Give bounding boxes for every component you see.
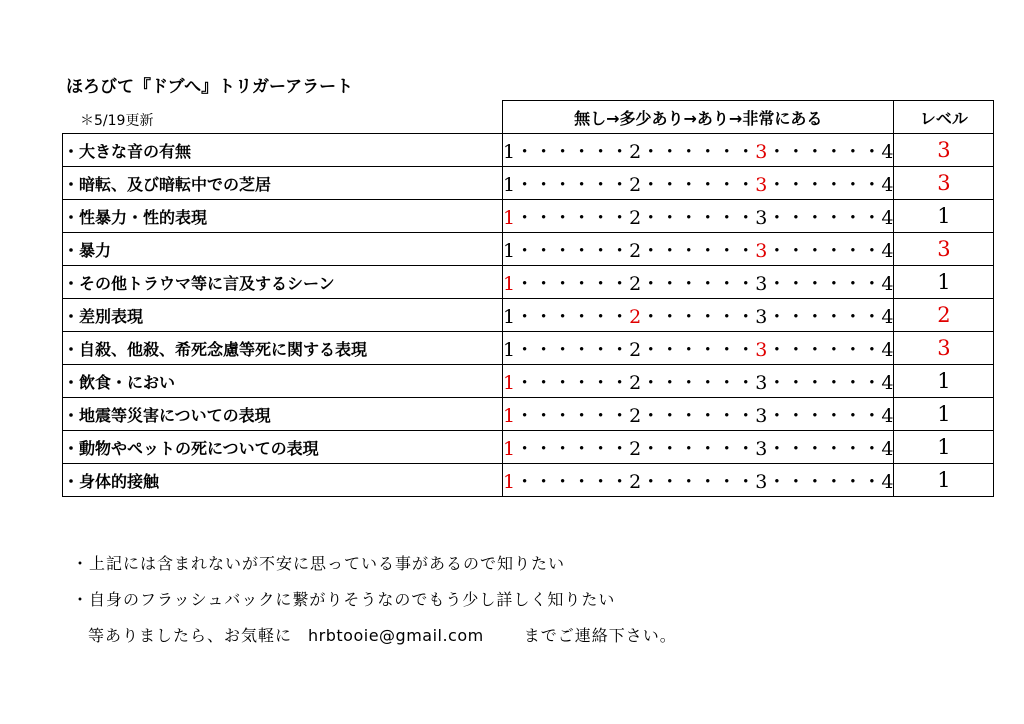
scale-step-2: 2 [629,140,642,163]
scale-step-4: 4 [881,239,894,262]
update-note: ＊5/19更新 [80,113,154,129]
table-row [63,464,994,497]
scale-separator: ・・・・・・ [515,404,630,427]
note-line-3-suffix: までご連絡下さい。 [523,626,677,645]
row-scale [503,431,894,464]
trigger-table [62,100,994,497]
scale-step-1: 1 [503,272,516,295]
page-title: ほろびて『ドブへ』トリガーアラート [66,77,354,97]
scale-step-4: 4 [881,404,894,427]
scale-step-4: 4 [881,140,894,163]
scale-step-4: 4 [881,437,894,460]
scale-step-4: 4 [881,338,894,361]
contact-email: hrbtooie@gmail.com [308,626,484,645]
scale-separator: ・・・・・・ [641,206,756,229]
scale-step-3: 3 [755,272,768,295]
scale-step-2: 2 [629,173,642,196]
scale-step-4: 4 [881,371,894,394]
table-row [63,266,994,299]
table-row [63,299,994,332]
row-label: ・暴力 [63,233,503,266]
scale-step-3: 3 [755,206,768,229]
row-label: ・その他トラウマ等に言及するシーン [63,266,503,299]
table-row [63,200,994,233]
row-level: 2 [894,299,994,332]
row-scale [503,299,894,332]
note-line-2: ・自身のフラッシュバックに繋がりそうなのでもう少し詳しく知りたい [72,590,616,609]
scale-separator: ・・・・・・ [515,173,630,196]
row-scale [503,332,894,365]
scale-step-3: 3 [755,437,768,460]
scale-separator: ・・・・・・ [641,371,756,394]
scale-step-2: 2 [629,437,642,460]
scale-step-2: 2 [629,272,642,295]
scale-separator: ・・・・・・ [767,140,882,163]
scale-step-1: 1 [503,239,516,262]
table-row [63,233,994,266]
scale-step-2: 2 [629,305,642,328]
scale-step-3: 3 [755,305,768,328]
scale-step-3: 3 [755,140,768,163]
scale-separator: ・・・・・・ [515,371,630,394]
row-level: 3 [894,167,994,200]
scale-separator: ・・・・・・ [641,305,756,328]
row-label: ・飲食・におい [63,365,503,398]
row-scale [503,398,894,431]
scale-separator: ・・・・・・ [641,404,756,427]
scale-step-4: 4 [881,173,894,196]
scale-step-1: 1 [503,371,516,394]
scale-separator: ・・・・・・ [767,305,882,328]
scale-step-2: 2 [629,239,642,262]
scale-separator: ・・・・・・ [767,338,882,361]
notes [72,546,677,654]
scale-step-1: 1 [503,404,516,427]
scale-separator: ・・・・・・ [767,371,882,394]
scale-step-1: 1 [503,206,516,229]
table-row [63,332,994,365]
scale-separator: ・・・・・・ [767,239,882,262]
scale-step-1: 1 [503,470,516,493]
row-scale [503,464,894,497]
row-label: ・大きな音の有無 [63,134,503,167]
scale-step-1: 1 [503,305,516,328]
table-row [63,398,994,431]
scale-step-1: 1 [503,338,516,361]
scale-step-2: 2 [629,206,642,229]
scale-step-4: 4 [881,470,894,493]
scale-step-3: 3 [755,404,768,427]
scale-step-4: 4 [881,272,894,295]
row-level: 3 [894,233,994,266]
scale-separator: ・・・・・・ [641,470,756,493]
scale-separator: ・・・・・・ [767,206,882,229]
row-label: ・地震等災害についての表現 [63,398,503,431]
row-label: ・暗転、及び暗転中での芝居 [63,167,503,200]
row-label: ・差別表現 [63,299,503,332]
table-row [63,365,994,398]
scale-separator: ・・・・・・ [767,173,882,196]
row-level: 1 [894,200,994,233]
row-label: ・性暴力・性的表現 [63,200,503,233]
row-level: 1 [894,365,994,398]
note-line-3 [72,618,677,654]
table-row [63,167,994,200]
row-scale [503,233,894,266]
scale-separator: ・・・・・・ [515,338,630,361]
scale-separator: ・・・・・・ [515,239,630,262]
row-label: ・自殺、他殺、希死念慮等死に関する表現 [63,332,503,365]
table-row [63,431,994,464]
scale-step-3: 3 [755,173,768,196]
scale-separator: ・・・・・・ [767,404,882,427]
scale-step-1: 1 [503,140,516,163]
row-level: 1 [894,431,994,464]
table-row [63,134,994,167]
scale-separator: ・・・・・・ [767,470,882,493]
row-level: 1 [894,464,994,497]
header-scale: 無し→多少あり→あり→非常にある [503,101,894,134]
scale-separator: ・・・・・・ [641,437,756,460]
row-level: 1 [894,266,994,299]
row-scale [503,266,894,299]
scale-separator: ・・・・・・ [641,338,756,361]
header-blank-cell [63,101,503,134]
scale-step-2: 2 [629,404,642,427]
scale-step-1: 1 [503,437,516,460]
row-label: ・動物やペットの死についての表現 [63,431,503,464]
scale-step-2: 2 [629,371,642,394]
scale-step-2: 2 [629,470,642,493]
scale-separator: ・・・・・・ [641,239,756,262]
note-line-3-prefix: 等ありましたら、お気軽に [88,626,293,645]
scale-separator: ・・・・・・ [515,206,630,229]
scale-separator: ・・・・・・ [515,437,630,460]
scale-step-4: 4 [881,305,894,328]
scale-step-3: 3 [755,371,768,394]
scale-separator: ・・・・・・ [641,272,756,295]
row-level: 3 [894,134,994,167]
scale-separator: ・・・・・・ [515,470,630,493]
scale-separator: ・・・・・・ [767,272,882,295]
row-scale [503,365,894,398]
scale-step-3: 3 [755,338,768,361]
scale-separator: ・・・・・・ [767,437,882,460]
row-scale [503,134,894,167]
scale-separator: ・・・・・・ [641,140,756,163]
row-level: 3 [894,332,994,365]
scale-step-3: 3 [755,239,768,262]
table-header-row [63,101,994,134]
header-level: レベル [894,101,994,134]
scale-separator: ・・・・・・ [515,305,630,328]
scale-separator: ・・・・・・ [641,173,756,196]
row-level: 1 [894,398,994,431]
scale-step-2: 2 [629,338,642,361]
scale-step-3: 3 [755,470,768,493]
scale-step-1: 1 [503,173,516,196]
row-scale [503,200,894,233]
scale-separator: ・・・・・・ [515,272,630,295]
note-line-1: ・上記には含まれないが不安に思っている事があるので知りたい [72,554,566,573]
row-scale [503,167,894,200]
scale-step-4: 4 [881,206,894,229]
row-label: ・身体的接触 [63,464,503,497]
scale-separator: ・・・・・・ [515,140,630,163]
